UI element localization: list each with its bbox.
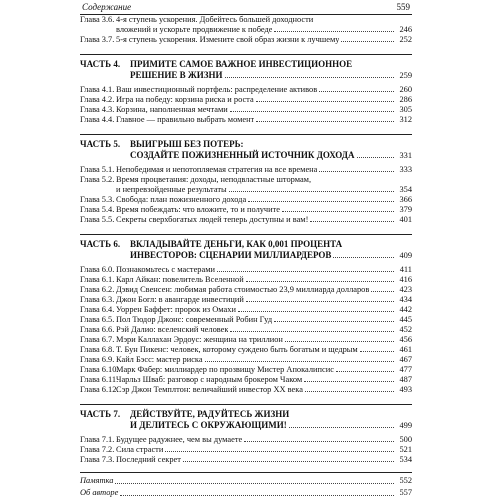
page-number: 534 [399,455,412,464]
entry-body [116,35,412,45]
part-label: ЧАСТЬ 4. [80,59,121,69]
page-number: 434 [399,295,412,304]
entry-title-line: Познакомьтесь с мастерами [116,265,215,274]
entry-body [116,305,412,315]
entry-title-last-line [116,35,412,45]
part-heading [80,409,412,431]
chapter-entry [80,435,412,445]
entry-body [116,115,412,125]
dot-leader [183,461,394,462]
entry-title-last-line [116,455,412,465]
entry-body [116,365,412,375]
entry-body [116,315,412,325]
chapter-entry [80,265,412,275]
dot-leader [274,31,394,32]
dot-leader [304,381,394,382]
back-matter-label: Памятка [80,476,114,485]
entry-title-last-line [116,305,412,315]
chapter-entry [80,385,412,395]
entry-body [116,275,412,285]
entry-title-line: Сила страсти [116,445,164,454]
entry-title-last-line [116,115,412,125]
page-number: 331 [399,151,412,160]
dot-leader [357,157,395,158]
chapter-entry [80,195,412,205]
chapter-entry [80,315,412,325]
entry-title-line: 4-я ступень ускорения. Добейтесь большей доходности [116,15,314,24]
header-title: Содержание [82,2,132,12]
chapter-label: Глава 6.8. [80,345,115,354]
chapter-label: Глава 5.2. [80,175,115,184]
entry-body [116,15,412,35]
dot-leader [336,371,394,372]
chapter-entry [80,95,412,105]
chapter-entry [80,205,412,215]
page-number: 411 [399,265,412,274]
chapter-entry [80,345,412,355]
entry-title-last-line [116,385,412,395]
entry-title-line: Главное — правильно выбрать момент [116,115,255,124]
entry-title-line: Т. Бун Пикенс: человек, которому суждено быть богатым и щедрым [116,345,358,354]
part-label: ЧАСТЬ 7. [80,409,121,419]
dot-leader [246,301,394,302]
entry-title-last-line [116,445,412,455]
entry-title-last-line [130,70,412,81]
chapter-entry [80,375,412,385]
dot-leader [371,291,394,292]
page-number: 445 [399,315,412,324]
chapter-entry [80,115,412,125]
dot-leader [256,101,394,102]
chapter-entry [80,445,412,455]
entry-title-line: Рэй Далио: вселенский человек [116,325,229,334]
chapter-entry [80,355,412,365]
entry-title-line: И ДЕЛИТЕСЬ С ОКРУЖАЮЩИМИ! [130,420,287,430]
entry-title-last-line [116,315,412,325]
page-number: 456 [399,335,412,344]
chapter-label: Глава 7.3. [80,455,115,464]
dot-leader [274,321,394,322]
entry-body [116,375,412,385]
chapter-entry [80,165,412,175]
dot-leader [285,341,394,342]
part-label: ЧАСТЬ 5. [80,139,121,149]
page-number: 366 [399,195,412,204]
chapter-label: Глава 6.10. [80,365,119,374]
entry-body [116,265,412,275]
chapter-label: Глава 7.1. [80,435,115,444]
entry-title-line: Уоррен Баффет: пророк из Омахи [116,305,236,314]
chapter-label: Глава 4.3. [80,105,115,114]
chapter-entry [80,325,412,335]
back-matter-entry [80,475,412,487]
page-number: 461 [399,345,412,354]
page-number: 477 [399,365,412,374]
dot-leader [246,281,394,282]
entry-title-last-line [116,215,412,225]
entry-title-line: Мэри Каллахан Эрдоус: женщина на триллион [116,335,283,344]
entry-title-last-line [116,435,412,445]
entry-title-last-line [116,185,412,195]
dot-leader [341,41,394,42]
back-matter [80,472,412,499]
dot-leader [115,475,394,484]
chapter-entry [80,175,412,195]
entry-title-line: Сэр Джон Темплтон: величайший инвестор XX века [116,385,303,394]
entry-body [116,95,412,105]
chapter-entry [80,295,412,305]
chapter-label: Глава 6.12. [80,385,119,394]
entry-title-line: ДЕЙСТВУЙТЕ, РАДУЙТЕСЬ ЖИЗНИ [130,409,290,419]
chapter-label: Глава 6.11. [80,375,119,384]
entry-body [116,285,412,295]
entry-title-line: Непобедимая и непотопляемая стратегия на все времена [116,165,318,174]
page-number: 260 [399,85,412,94]
entry-title-last-line [116,375,412,385]
entry-title-line: ПРИМИТЕ САМОЕ ВАЖНОЕ ИНВЕСТИЦИОННОЕ [130,59,353,69]
part-heading [80,59,412,81]
page-number: 500 [399,435,412,444]
entry-title-last-line [116,325,412,335]
page-number: 499 [399,421,412,430]
dot-leader [217,271,394,272]
page-number: 252 [399,35,412,44]
dot-leader [230,111,394,112]
entry-title-last-line [116,275,412,285]
entry-title-line: РЕШЕНИЕ В ЖИЗНИ [130,70,223,80]
entry-title-line: ИНВЕСТОРОВ: СЦЕНАРИИ МИЛЛИАРДЕРОВ [130,250,332,260]
entry-body [116,105,412,115]
dot-leader [120,487,394,496]
chapter-entry [80,335,412,345]
header-page-number: 559 [396,2,410,12]
chapter-entry [80,215,412,225]
entry-title-line: Кайл Бэсс: мастер риска [116,355,203,364]
page-number: 286 [399,95,412,104]
chapter-label: Глава 6.3. [80,295,115,304]
chapter-label: Глава 6.4. [80,305,115,314]
back-matter-label: Об авторе [80,488,119,497]
entry-body [116,205,412,215]
entry-body [116,175,412,195]
entry-body [116,85,412,95]
page-number: 401 [399,215,412,224]
dot-leader [229,191,394,192]
chapter-entry [80,15,412,35]
entry-title-last-line [116,285,412,295]
chapter-entry [80,85,412,95]
page-number: 521 [399,445,412,454]
entry-title-last-line [116,25,412,35]
entry-body [130,239,412,261]
page-number: 552 [399,476,412,485]
chapter-label: Глава 6.0. [80,265,115,274]
entry-title-line: 5-я ступень ускорения. Измените свой образ жизни к лучшему [116,35,340,44]
entry-body [116,325,412,335]
chapter-label: Глава 6.7. [80,335,115,344]
entry-title-line: ВЫИГРЫШ БЕЗ ПОТЕРЬ: [130,139,244,149]
dot-leader [230,331,394,332]
entry-title-last-line [116,85,412,95]
chapter-label: Глава 6.6. [80,325,115,334]
entry-title-line: Пол Тюдор Джонс: современный Робин Гуд [116,315,273,324]
dot-leader [360,351,394,352]
entry-title-line: Последний секрет [116,455,181,464]
chapter-label: Глава 6.9. [80,355,115,364]
entry-body [130,139,412,161]
page-number: 423 [399,285,412,294]
page-number: 354 [399,185,412,194]
dot-leader [248,201,394,202]
entry-title-last-line [116,165,412,175]
chapter-entry [80,105,412,115]
page-number: 487 [399,375,412,384]
page-number: 493 [399,385,412,394]
entry-title-line: Ваш инвестиционный портфель: распределение активов [116,85,318,94]
page-number: 312 [399,115,412,124]
entry-title-last-line [116,345,412,355]
entry-body [130,409,412,431]
entry-title-line: Секреты сверхбогатых людей теперь доступны и вам! [116,215,309,224]
part-heading [80,239,412,261]
part-separator [80,234,412,261]
entry-body [116,455,412,465]
entry-body [116,295,412,305]
entry-body [116,445,412,455]
chapter-entry [80,455,412,465]
chapter-label: Глава 6.2. [80,285,115,294]
chapter-label: Глава 4.1. [80,85,115,94]
page-number: 246 [399,25,412,34]
entry-body [116,335,412,345]
dot-leader [256,121,394,122]
page-number: 333 [399,165,412,174]
dot-leader [289,427,394,428]
entry-title-line: Время побеждать: что вложите, то и получите [116,205,281,214]
page-number: 442 [399,305,412,314]
entry-body [116,385,412,395]
dot-leader [225,77,394,78]
chapter-label: Глава 5.5. [80,215,115,224]
entry-body [116,435,412,445]
entry-title-last-line [116,335,412,345]
chapter-entry [80,35,412,45]
entry-title-line: Чарльз Шваб: разговор с народным брокером Чаком [116,375,303,384]
chapter-label: Глава 4.2. [80,95,115,104]
chapter-label: Глава 6.5. [80,315,115,324]
chapter-entry [80,285,412,295]
entry-title-last-line [116,355,412,365]
page-header [80,0,412,15]
part-label: ЧАСТЬ 6. [80,239,121,249]
chapter-label: Глава 6.1. [80,275,115,284]
chapter-label: Глава 4.4. [80,115,115,124]
entry-title-line: Свобода: план пожизненного дохода [116,195,247,204]
entry-title-line: вложений и ускорьте продвижение к победе [116,25,273,34]
chapter-label: Глава 5.1. [80,165,115,174]
entry-body [130,59,412,81]
entry-body [116,195,412,205]
entry-title-last-line [130,250,412,261]
entry-title-last-line [130,420,412,431]
dot-leader [238,311,394,312]
dot-leader [305,391,394,392]
entry-title-last-line [116,295,412,305]
entry-title-line: СОЗДАЙТЕ ПОЖИЗНЕННЫЙ ИСТОЧНИК ДОХОДА [130,150,355,160]
entry-body [116,165,412,175]
chapter-label: Глава 3.7. [80,35,115,44]
chapter-label: Глава 7.2. [80,445,115,454]
part-heading [80,139,412,161]
table-of-contents [80,15,412,499]
entry-body [116,215,412,225]
page-number: 452 [399,325,412,334]
page-number: 259 [399,71,412,80]
back-matter-entry [80,487,412,499]
chapter-entry [80,365,412,375]
dot-leader [282,211,394,212]
page-number: 409 [399,251,412,260]
dot-leader [244,441,394,442]
entry-title-line: Игра на победу: корзина риска и роста [116,95,254,104]
part-separator [80,404,412,431]
chapter-entry [80,275,412,285]
chapter-label: Глава 5.4. [80,205,115,214]
page-number: 305 [399,105,412,114]
chapter-label: Глава 3.6. [80,15,115,24]
dot-leader [310,221,394,222]
chapter-entry [80,305,412,315]
entry-title-line: Время процветания: доходы, неподвластные штормам, [116,175,312,184]
entry-title-last-line [130,150,412,161]
page-number: 557 [399,488,412,497]
entry-title-line: Корзина, наполненная мечтами [116,105,228,114]
entry-title-line: ВКЛАДЫВАЙТЕ ДЕНЬГИ, КАК 0,001 ПРОЦЕНТА [130,239,343,249]
dot-leader [319,171,394,172]
entry-title-last-line [116,365,412,375]
entry-title-line: и непревзойденные результаты [116,185,227,194]
entry-title-line: Джон Богл: в авангарде инвестиций [116,295,244,304]
entry-title-last-line [116,195,412,205]
page-number: 379 [399,205,412,214]
dot-leader [319,91,394,92]
entry-title-line: Марк Фабер: миллиардер по прозвищу Мистер Апокалипсис [116,365,334,374]
dot-leader [333,257,394,258]
entry-title-last-line [116,95,412,105]
entry-title-last-line [116,265,412,275]
entry-title-last-line [116,205,412,215]
page-number: 467 [399,355,412,364]
entry-body [116,355,412,365]
page-number: 416 [399,275,412,284]
entry-title-line: Будущее радужнее, чем вы думаете [116,435,243,444]
entry-title-line: Дэвид Свенсен: любимая работа стоимостью 23,9 миллиарда долларов [116,285,370,294]
part-separator [80,134,412,161]
part-separator [80,54,412,81]
entry-title-line: Карл Айкан: повелитель Вселенной [116,275,244,284]
entry-title-last-line [116,105,412,115]
dot-leader [205,361,394,362]
chapter-label: Глава 5.3. [80,195,115,204]
entry-body [116,345,412,355]
dot-leader [165,451,394,452]
